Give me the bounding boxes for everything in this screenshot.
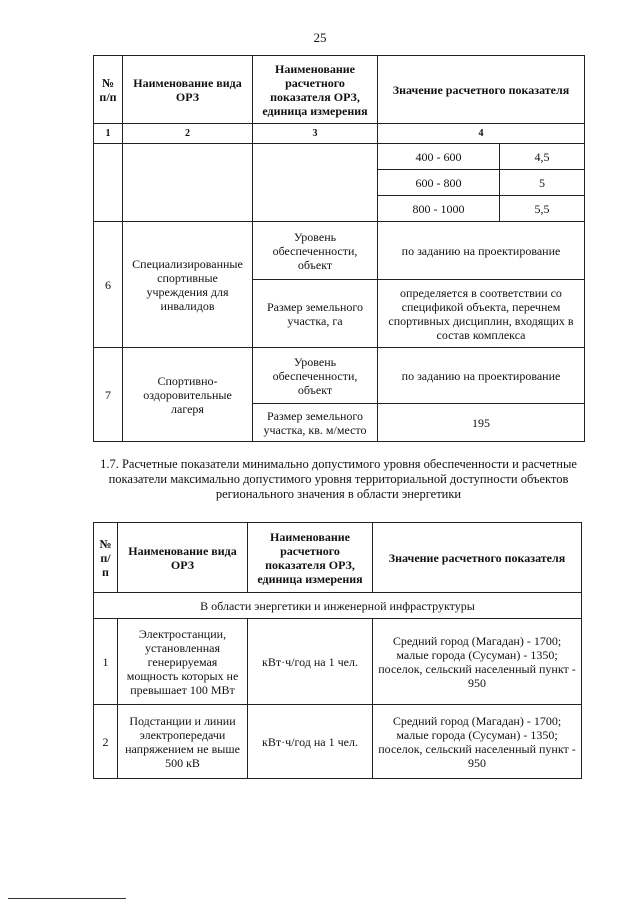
empty-cell: [123, 144, 253, 222]
table-row: [94, 348, 585, 404]
facility-name: Специализированные спортивные учреждения для инвалидов: [123, 222, 253, 348]
table-row: [94, 222, 585, 280]
empty-cell: [94, 144, 123, 222]
header-name: Наименование вида ОРЗ: [123, 56, 253, 124]
header-value: Значение расчетного показателя: [373, 523, 582, 593]
energy-facilities-table: [93, 522, 582, 779]
header-indicator: Наименование расчетного показателя ОРЗ, единица измерения: [253, 56, 378, 124]
value-cell: Средний город (Магадан) - 1700; малые города (Сусуман) - 1350; поселок, сельский населенный пункт - 950: [373, 619, 582, 705]
colnum-4: 4: [378, 124, 585, 144]
indicator-cell: Уровень обеспеченности, объект: [253, 348, 378, 404]
range-cell: 600 - 800: [378, 170, 500, 196]
row-num: 6: [94, 222, 123, 348]
indicator-cell: кВт·ч/год на 1 чел.: [248, 705, 373, 779]
colnum-1: 1: [94, 124, 123, 144]
facility-name: Спортивно-оздоровительные лагеря: [123, 348, 253, 442]
indicator-cell: кВт·ч/год на 1 чел.: [248, 619, 373, 705]
section-title: В области энергетики и инженерной инфраструктуры: [94, 593, 582, 619]
header-num: № п/п: [94, 523, 118, 593]
empty-cell: [253, 144, 378, 222]
value-cell: определяется в соответствии со спецификой объекта, перечнем спортивных дисциплин, входящих в состав комплекса: [378, 280, 585, 348]
value-cell: по заданию на проектирование: [378, 222, 585, 280]
value-cell: по заданию на проектирование: [378, 348, 585, 404]
footnote-divider: [8, 898, 126, 899]
range-value-cell: 4,5: [500, 144, 585, 170]
range-cell: 400 - 600: [378, 144, 500, 170]
section-row: [94, 593, 582, 619]
row-num: 1: [94, 619, 118, 705]
header-name: Наименование вида ОРЗ: [118, 523, 248, 593]
range-value-cell: 5: [500, 170, 585, 196]
section-caption: 1.7. Расчетные показатели минимально допустимого уровня обеспеченности и расчетные показатели максимально допустимого уровня территориальной доступности объектов регионального значения в области энергетики: [100, 457, 577, 501]
table-header-row: [94, 523, 582, 593]
row-num: 2: [94, 705, 118, 779]
header-num: № п/п: [94, 56, 123, 124]
row-num: 7: [94, 348, 123, 442]
value-cell: Средний город (Магадан) - 1700; малые города (Сусуман) - 1350; поселок, сельский населенный пункт - 950: [373, 705, 582, 779]
range-cell: 800 - 1000: [378, 196, 500, 222]
column-number-row: [94, 124, 585, 144]
indicator-cell: Размер земельного участка, кв. м/место: [253, 404, 378, 442]
indicator-cell: Уровень обеспеченности, объект: [253, 222, 378, 280]
colnum-2: 2: [123, 124, 253, 144]
header-value: Значение расчетного показателя: [378, 56, 585, 124]
table-row: [94, 619, 582, 705]
facility-name: Электростанции, установленная генерируемая мощность которых не превышает 100 МВт: [118, 619, 248, 705]
table-row: [94, 144, 585, 170]
table-row: [94, 705, 582, 779]
facility-name: Подстанции и линии электропередачи напряжением не выше 500 кВ: [118, 705, 248, 779]
range-value-cell: 5,5: [500, 196, 585, 222]
colnum-3: 3: [253, 124, 378, 144]
value-cell: 195: [378, 404, 585, 442]
sports-facilities-table: [93, 55, 585, 442]
page-number: 25: [313, 30, 327, 45]
table-header-row: [94, 56, 585, 124]
header-indicator: Наименование расчетного показателя ОРЗ, единица измерения: [248, 523, 373, 593]
indicator-cell: Размер земельного участка, га: [253, 280, 378, 348]
